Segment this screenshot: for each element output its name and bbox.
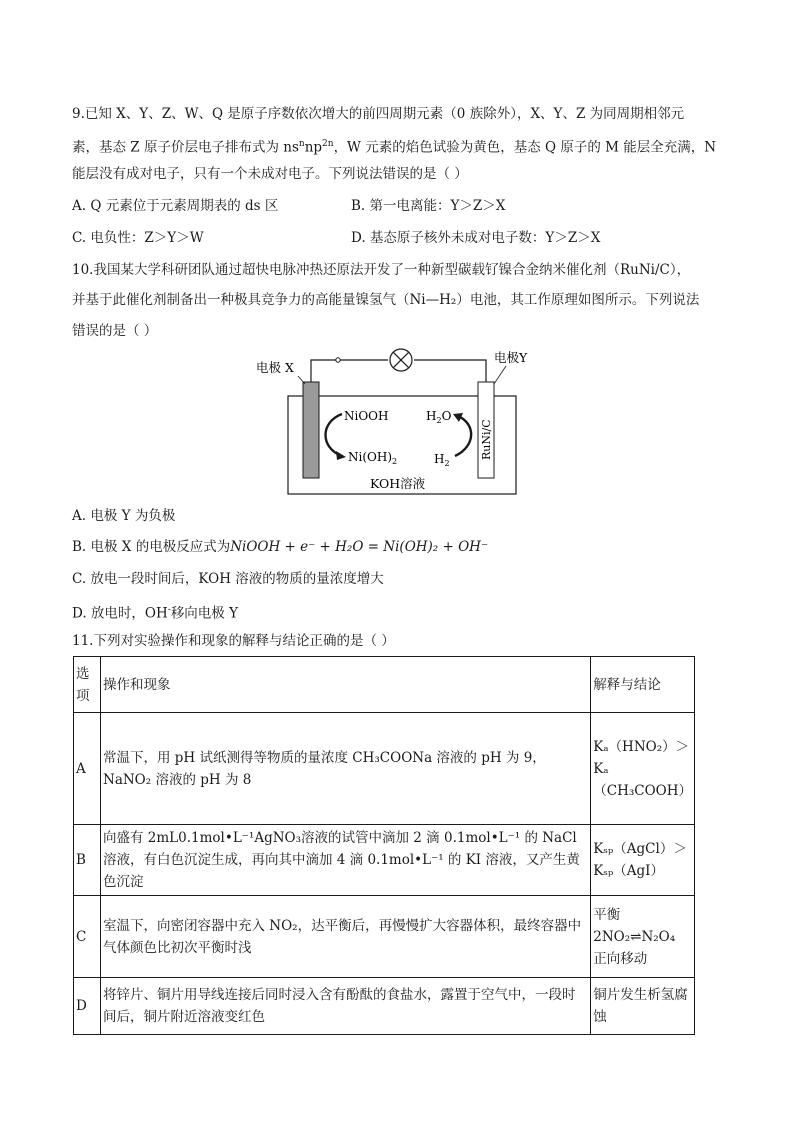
q10-stem-line3: 错误的是（ ）: [72, 323, 158, 339]
q9-option-d[interactable]: D. 基态原子核外未成对电子数：Y＞Z＞X: [351, 230, 601, 246]
table-row: [74, 978, 695, 1035]
q10-option-c[interactable]: C. 放电一段时间后，KOH 溶液的物质的量浓度增大: [72, 571, 384, 587]
electrode-equation: NiOOH + e⁻ + H₂O = Ni(OH)₂ + OH⁻: [230, 539, 489, 555]
q9-stem-line3: 能层没有成对电子，只有一个未成对电子。下列说法错误的是（ ）: [72, 166, 468, 182]
row-operation: 将锌片、铜片用导线连接后同时浸入含有酚酞的食盐水，露置于空气中，一段时间后，铜片附近溶液变红色: [101, 978, 591, 1035]
q11-table: [73, 656, 695, 1035]
h2-label: $H_2$: [434, 452, 450, 468]
q9-stem-line2: 素，基态 Z 原子价层电子排布式为 $ns^nnp^{2n}$，W 元素的焰色试验为黄色，基态 Q 原子的 M 能层全充满，N: [72, 139, 717, 156]
h2o-label: $H_2O$: [426, 409, 452, 425]
runic-label: RuNi/C: [480, 419, 493, 460]
electrode-x-label: 电极 X: [256, 360, 294, 375]
solution-label: KOH溶液: [370, 476, 426, 491]
nioh2-label: $Ni(OH)_2$: [348, 450, 398, 466]
q9-option-a[interactable]: A. Q 元素位于元素周期表的 ds 区: [72, 198, 279, 214]
niooh-label: NiOOH: [344, 409, 389, 423]
lamp-icon: [390, 349, 412, 371]
q11-stem: 11.下列对实验操作和现象的解释与结论正确的是（ ）: [72, 633, 395, 649]
row-conclusion: Kₐ（HNO₂）＞Kₐ（CH₃COOH）: [591, 713, 695, 825]
q10-stem-line2: 并基于此催化剂制备出一种极具竞争力的高能量镍氢气（Ni—H₂）电池，其工作原理如图所示。下列说法: [72, 292, 700, 308]
row-operation: 常温下，用 pH 试纸测得等物质的量浓度 CH₃COONa 溶液的 pH 为 9，NaNO₂ 溶液的 pH 为 8: [101, 713, 591, 825]
row-conclusion: 平衡 2NO₂⇌N₂O₄ 正向移动: [591, 896, 695, 978]
q10-option-d[interactable]: D. 放电时，OH-移向电极 Y: [72, 605, 239, 622]
reduction-arrow-icon: [326, 414, 343, 456]
header-conclusion: 解释与结论: [591, 657, 695, 713]
row-conclusion: Kₛₚ（AgCl）＞Kₛₚ（AgI）: [591, 825, 695, 896]
q9-option-c[interactable]: C. 电负性：Z＞Y＞W: [72, 230, 204, 246]
wire: [311, 360, 388, 390]
q10-option-a[interactable]: A. 电极 Y 为负极: [72, 508, 176, 524]
table-row: [74, 825, 695, 896]
q10-option-b[interactable]: B. 电极 X 的电极反应式为NiOOH + e⁻ + H₂O = Ni(OH)₂ + OH⁻: [72, 539, 489, 555]
table-row: [74, 896, 695, 978]
q10-stem-line1: 10.我国某大学科研团队通过超快电脉冲热还原法开发了一种新型碳载钌镍合金纳米催化剂（RuNi/C），: [72, 262, 691, 278]
row-label: B: [74, 825, 101, 896]
row-label: C: [74, 896, 101, 978]
q9-stem-line1: 9.已知 X、Y、Z、W、Q 是原子序数依次增大的前四周期元素（0 族除外），X、Y、Z 为同周期相邻元: [72, 106, 685, 122]
row-operation: 向盛有 2mL0.1mol•L⁻¹AgNO₃溶液的试管中滴加 2 滴 0.1mol•L⁻¹ 的 NaCl 溶液，有白色沉淀生成，再向其中滴加 4 滴 0.1mol•L⁻¹ 的 KI 溶液，又产生黄色沉淀: [101, 825, 591, 896]
row-label: D: [74, 978, 101, 1035]
header-operation: 操作和现象: [101, 657, 591, 713]
oxidation-arrow-icon: [455, 416, 471, 456]
electrode-x: [303, 382, 319, 478]
row-label: A: [74, 713, 101, 825]
electrode-y-label: 电极Y: [494, 350, 528, 365]
table-header-row: [74, 657, 695, 713]
table-row: [74, 713, 695, 825]
header-option: 选项: [74, 657, 101, 713]
q9-option-b[interactable]: B. 第一电离能：Y＞Z＞X: [351, 198, 506, 214]
battery-diagram: [250, 342, 550, 498]
row-conclusion: 铜片发生析氢腐蚀: [591, 978, 695, 1035]
wire: [414, 360, 486, 382]
switch-node: [336, 358, 340, 362]
row-operation: 室温下，向密闭容器中充入 NO₂，达平衡后，再慢慢扩大容器体积，最终容器中气体颜色比初次平衡时浅: [101, 896, 591, 978]
